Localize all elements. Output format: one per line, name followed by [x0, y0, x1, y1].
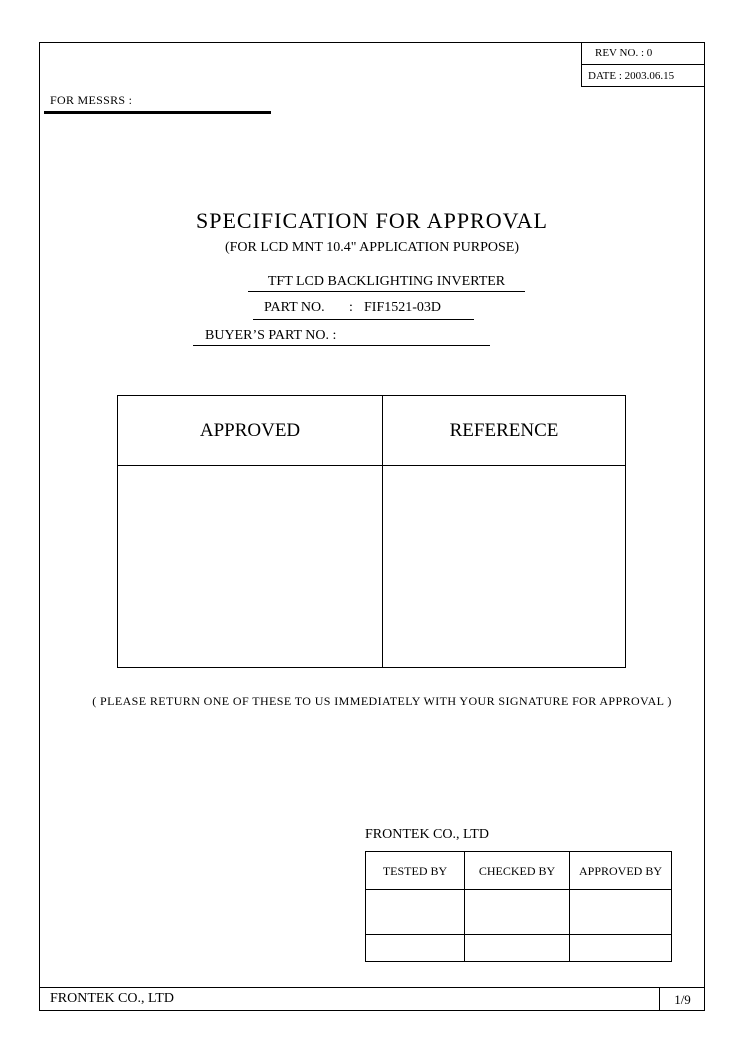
document-title: SPECIFICATION FOR APPROVAL: [195, 208, 548, 233]
messrs-underline: [44, 111, 271, 114]
revision-box: [581, 42, 705, 87]
footer-divider: [39, 987, 705, 988]
part-no-value: FIF1521-03D: [364, 300, 442, 315]
approved-by-header: APPROVED BY: [578, 864, 662, 878]
tested-by-header: TESTED BY: [382, 864, 448, 878]
part-no-underline: [253, 319, 474, 320]
signoff-company: FRONTEK CO., LTD: [365, 827, 489, 842]
reference-header: REFERENCE: [449, 420, 559, 441]
signoff-table: [365, 851, 672, 962]
part-no-colon: :: [349, 300, 353, 315]
document-subtitle: (FOR LCD MNT 10.4" APPLICATION PURPOSE): [224, 240, 520, 255]
part-no-label: PART NO.: [264, 300, 325, 315]
product-name: TFT LCD BACKLIGHTING INVERTER: [267, 274, 506, 289]
product-underline: [248, 291, 525, 292]
signoff-table-header-divider: [366, 889, 671, 890]
messrs-label: FOR MESSRS :: [50, 93, 133, 107]
page-number: 1/9: [674, 992, 691, 1007]
approval-table: [117, 395, 626, 668]
revision-divider: [582, 64, 705, 65]
footer-company: FRONTEK CO., LTD: [50, 991, 174, 1006]
buyer-part-no-label: BUYER’S PART NO. :: [205, 328, 337, 343]
approved-header: APPROVED: [199, 420, 301, 441]
buyer-part-no-underline: [193, 345, 490, 346]
checked-by-header: CHECKED BY: [478, 864, 556, 878]
signoff-table-row-divider: [366, 934, 671, 935]
approval-table-header-divider: [118, 465, 625, 466]
revision-date: DATE : 2003.06.15: [588, 70, 675, 82]
revision-number: REV NO. : 0: [595, 47, 653, 59]
return-notice: ( PLEASE RETURN ONE OF THESE TO US IMMEDIATELY WITH YOUR SIGNATURE FOR APPROVAL ): [92, 694, 672, 708]
